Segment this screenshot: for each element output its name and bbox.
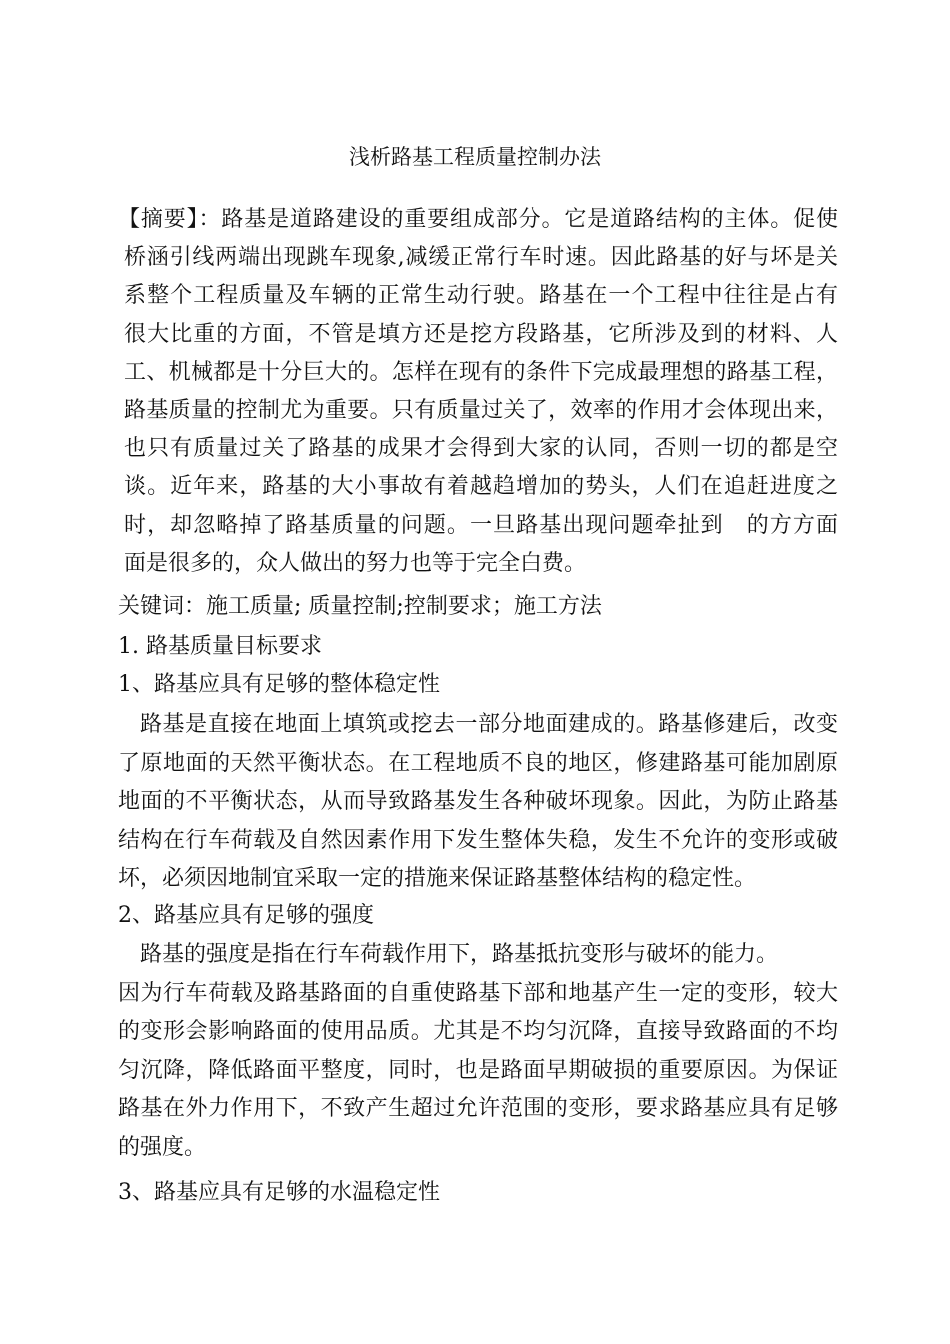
paragraph-line: 的变形会影响路面的使用品质。尤其是不均匀沉降，直接导致路面的不均 xyxy=(118,1019,838,1044)
paragraph-line: 结构在行车荷载及自然因素作用下发生整体失稳，发生不允许的变形或破 xyxy=(118,827,838,853)
subsection-1-heading-block xyxy=(118,666,838,705)
abstract-line: 工、机械都是十分巨大的。怎样在现有的条件下完成最理想的路基工程， xyxy=(124,359,838,385)
paragraph-line: 的强度。 xyxy=(118,1134,207,1160)
section-heading: 1. 路基质量目标要求 xyxy=(118,634,322,659)
subsection-heading: 1、路基应具有足够的整体稳定性 xyxy=(118,672,440,697)
paragraph-line: 路基在外力作用下，不致产生超过允许范围的变形，要求路基应具有足够 xyxy=(118,1096,838,1121)
subsection-3-heading-block xyxy=(118,1174,838,1213)
paragraph-line: 路基的强度是指在行车荷载作用下，路基抵抗变形与破坏的能力。 xyxy=(140,942,779,967)
subsection-1-paragraph xyxy=(118,706,838,899)
paragraph-line: 匀沉降，降低路面平整度，同时，也是路面早期破损的重要原因。为保证 xyxy=(118,1057,838,1083)
abstract-line: 谈。近年来，路基的大小事故有着越趋增加的势头，人们在追赶进度之 xyxy=(124,474,838,500)
abstract-line: 路基质量的控制尤为重要。只有质量过关了，效率的作用才会体现出来， xyxy=(124,397,838,423)
paragraph-line: 坏，必须因地制宜采取一定的措施来保证路基整体结构的稳定性。 xyxy=(118,866,757,891)
abstract-line: 【摘要】：路基是道路建设的重要组成部分。它是道路结构的主体。促使 xyxy=(118,207,838,232)
paragraph-line: 地面的不平衡状态，从而导致路基发生各种破坏现象。因此，为防止路基 xyxy=(118,789,838,814)
abstract-line: 也只有质量过关了路基的成果才会得到大家的认同，否则一切的都是空 xyxy=(124,436,838,462)
paragraph-line: 因为行车荷载及路基路面的自重使路基下部和地基产生一定的变形，较大 xyxy=(118,980,838,1006)
paragraph-line: 了原地面的天然平衡状态。在工程地质不良的地区，修建路基可能加剧原 xyxy=(118,750,838,776)
document-title: 浅析路基工程质量控制办法 xyxy=(349,145,601,169)
abstract-block xyxy=(118,201,838,583)
keywords-block xyxy=(118,588,838,627)
abstract-line: 桥涵引线两端出现跳车现象,减缓正常行车时速。因此路基的好与坏是关 xyxy=(124,245,838,271)
abstract-line: 很大比重的方面，不管是填方还是挖方段路基，它所涉及到的材料、人 xyxy=(124,321,838,347)
abstract-line: 时，却忽略掉了路基质量的问题。一旦路基出现问题牵扯到 的方方面 xyxy=(124,512,838,538)
subsection-heading: 2、路基应具有足够的强度 xyxy=(118,903,374,928)
subsection-heading: 3、路基应具有足够的水温稳定性 xyxy=(118,1180,440,1205)
abstract-line: 面是很多的，众人做出的努力也等于完全白费。 xyxy=(124,550,587,576)
subsection-2-heading-block xyxy=(118,897,838,936)
abstract-line: 系整个工程质量及车辆的正常生动行驶。路基在一个工程中往往是占有 xyxy=(124,283,838,309)
keywords-text: 关键词：施工质量; 质量控制;控制要求；施工方法 xyxy=(118,594,602,619)
section-1-heading-block xyxy=(118,628,838,667)
subsection-2-paragraph xyxy=(118,936,838,1167)
paragraph-line: 路基是直接在地面上填筑或挖去一部分地面建成的。路基修建后，改变 xyxy=(140,712,838,737)
